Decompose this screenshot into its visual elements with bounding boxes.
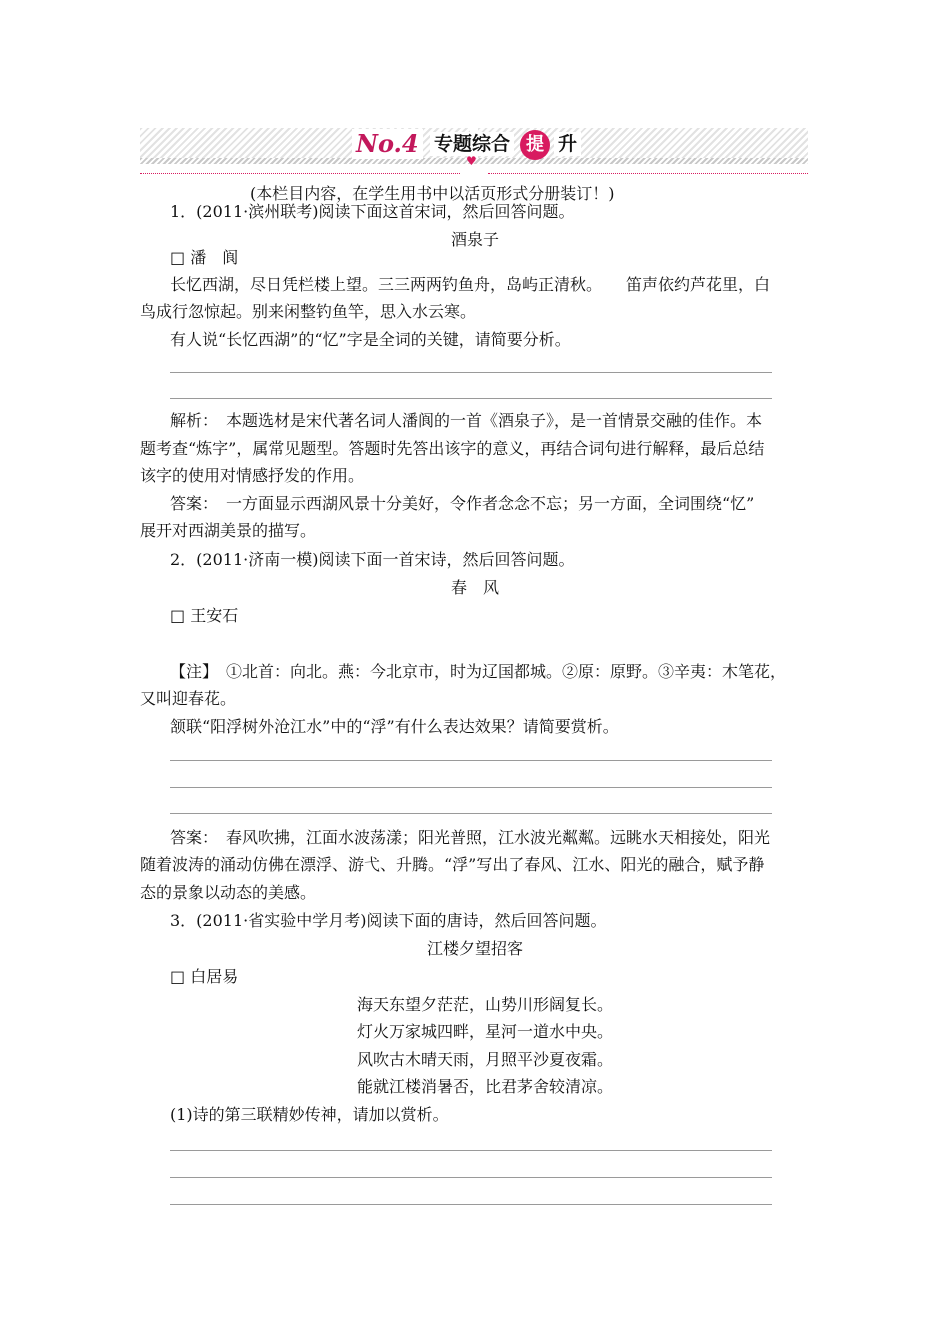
- banner-number: No.4: [352, 129, 423, 159]
- answer-line: [170, 1150, 772, 1151]
- answer-line: [170, 813, 772, 814]
- answer-line: [170, 1204, 772, 1205]
- q3-sub-question: (1)诗的第三联精妙传神，请加以赏析。: [170, 1105, 449, 1124]
- q1-author: □ 潘 阆: [170, 248, 239, 267]
- q3-poem-title: 江楼夕望招客: [426, 939, 523, 958]
- q2-answer: 答案： 春风吹拂，江面水波荡漾；阳光普照，江水波光粼粼。远眺水天相接处，阳光: [170, 828, 771, 847]
- q3-verse: 能就江楼消暑否，比君茅舍较清凉。: [357, 1077, 614, 1096]
- q3-verse: 海天东望夕茫茫，山势川形阔复长。: [357, 995, 614, 1014]
- q2-answer: 态的景象以动态的美感。: [140, 883, 317, 902]
- banner-title-tail: 升: [554, 132, 581, 156]
- q1-heading: 1．(2011·滨州联考)阅读下面这首宋词，然后回答问题。: [170, 202, 575, 221]
- q3-verse: 风吹古木晴天雨，月照平沙夏夜霜。: [357, 1050, 614, 1069]
- q2-heading: 2．(2011·济南一模)阅读下面一首宋诗，然后回答问题。: [170, 550, 575, 569]
- answer-line: [170, 372, 772, 373]
- q1-analysis: 题考查“炼字”，属常见题型。答题时先答出该字的意义，再结合词句进行解释，最后总结: [140, 439, 765, 458]
- q1-analysis: 解析： 本题选材是宋代著名词人潘阆的一首《酒泉子》，是一首情景交融的佳作。本: [170, 411, 763, 430]
- q2-note: 【注】 ①北首：向北。燕：今北京市，时为辽国都城。②原：原野。③辛夷：木笔花，: [170, 662, 787, 681]
- q1-poem-title: 酒泉子: [450, 230, 499, 249]
- q2-answer: 随着波涛的涌动仿佛在漂浮、游弋、升腾。“浮”写出了春风、江水、阳光的融合，赋予静: [140, 855, 765, 874]
- answer-line: [170, 1177, 772, 1178]
- answer-line: [170, 787, 772, 788]
- q1-poem-line: 长忆西湖，尽日凭栏楼上望。三三两两钓鱼舟，岛屿正清秋。 笛声依约芦花里，白: [170, 275, 771, 294]
- banner-dotted-line-right: [488, 173, 808, 174]
- q2-author: □ 王安石: [170, 606, 239, 625]
- q1-answer: 答案： 一方面显示西湖风景十分美好，令作者念念不忘；另一方面，全词围绕“忆”: [170, 494, 755, 513]
- answer-line: [170, 760, 772, 761]
- q1-analysis: 该字的使用对情感抒发的作用。: [140, 466, 365, 485]
- q3-author: □ 白居易: [170, 967, 239, 986]
- answer-line: [170, 398, 772, 399]
- q2-note: 又叫迎春花。: [140, 689, 237, 708]
- q1-answer: 展开对西湖美景的描写。: [140, 521, 317, 540]
- q3-verse: 灯火万家城四畔，星河一道水中央。: [357, 1022, 614, 1041]
- banner-dotted-line-left: [140, 173, 460, 174]
- q2-question: 颔联“阳浮树外沧江水”中的“浮”有什么表达效果？请简要赏析。: [170, 717, 619, 736]
- banner-title: 专题综合: [430, 132, 514, 156]
- banner-badge: 提: [520, 130, 550, 160]
- q1-poem-line: 鸟成行忽惊起。别来闲整钓鱼竿，思入水云寒。: [140, 302, 477, 321]
- binding-note: (本栏目内容，在学生用书中以活页形式分册装订！): [250, 184, 615, 203]
- q1-question: 有人说“长忆西湖”的“忆”字是全词的关键，请简要分析。: [170, 330, 571, 349]
- section-banner: [140, 124, 808, 176]
- heart-icon: ♥: [466, 154, 477, 168]
- q3-heading: 3．(2011·省实验中学月考)阅读下面的唐诗，然后回答问题。: [170, 911, 607, 930]
- q2-poem-title: 春 风: [450, 578, 499, 597]
